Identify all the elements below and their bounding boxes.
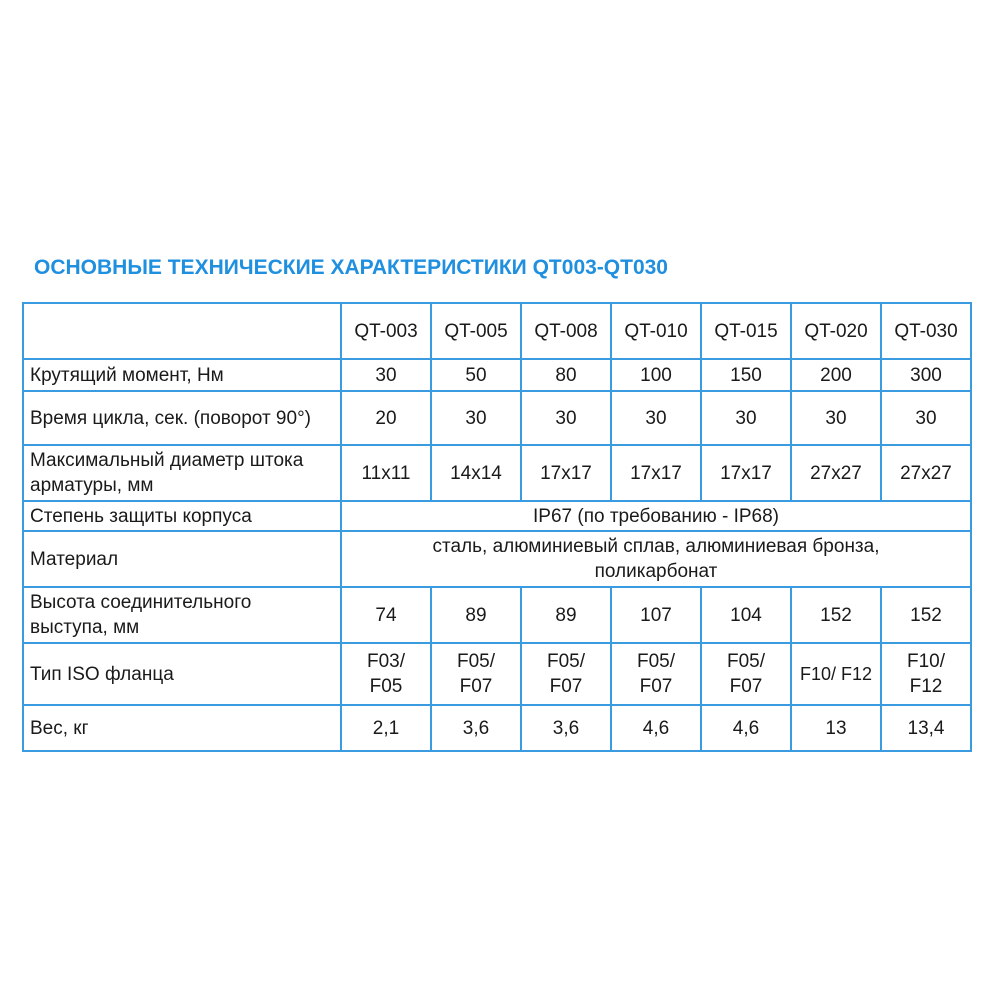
table-row [23, 501, 971, 531]
header-cell: QT-008 [521, 303, 611, 359]
table-cell: 4,6 [701, 705, 791, 751]
table-cell: 27x27 [881, 445, 971, 501]
table-row [23, 359, 971, 391]
table-cell: 4,6 [611, 705, 701, 751]
table-cell: F10/ F12 [791, 643, 881, 705]
table-cell: 300 [881, 359, 971, 391]
table-cell: 30 [341, 359, 431, 391]
table-cell: 17x17 [611, 445, 701, 501]
table-row [23, 643, 971, 705]
table-cell: F10/ F12 [881, 643, 971, 705]
table-cell: сталь, алюминиевый сплав, алюминиевая бронза, поликарбонат [341, 531, 971, 587]
table-cell: 17x17 [521, 445, 611, 501]
spec-table [22, 302, 972, 752]
row-label: Материал [23, 531, 341, 587]
row-label: Максимальный диаметр штока арматуры, мм [23, 445, 341, 501]
table-row [23, 445, 971, 501]
table-cell: 3,6 [431, 705, 521, 751]
table-cell: 74 [341, 587, 431, 643]
table-cell: 107 [611, 587, 701, 643]
row-label: Высота соединительного выступа, мм [23, 587, 341, 643]
table-cell: 2,1 [341, 705, 431, 751]
page-title: ОСНОВНЫЕ ТЕХНИЧЕСКИЕ ХАРАКТЕРИСТИКИ QT003-QT030 [34, 256, 668, 279]
table-row [23, 587, 971, 643]
row-label: Вес, кг [23, 705, 341, 751]
table-cell: 3,6 [521, 705, 611, 751]
table-cell: F05/ F07 [701, 643, 791, 705]
table-cell: 13 [791, 705, 881, 751]
table-header-row [23, 303, 971, 359]
table-cell: F05/ F07 [431, 643, 521, 705]
row-label: Тип ISO фланца [23, 643, 341, 705]
table-cell: 27x27 [791, 445, 881, 501]
header-cell: QT-015 [701, 303, 791, 359]
row-label: Время цикла, сек. (поворот 90°) [23, 391, 341, 445]
table-cell: 100 [611, 359, 701, 391]
header-cell: QT-010 [611, 303, 701, 359]
table-cell: 80 [521, 359, 611, 391]
table-cell: 152 [881, 587, 971, 643]
table-cell: 20 [341, 391, 431, 445]
table-cell: 50 [431, 359, 521, 391]
table-cell: 200 [791, 359, 881, 391]
table-row [23, 531, 971, 587]
table-cell: 150 [701, 359, 791, 391]
table-cell: 17x17 [701, 445, 791, 501]
table-cell: 30 [791, 391, 881, 445]
table-cell: 30 [701, 391, 791, 445]
table-cell: 89 [521, 587, 611, 643]
table-cell: 104 [701, 587, 791, 643]
header-cell: QT-030 [881, 303, 971, 359]
header-cell [23, 303, 341, 359]
table-cell: 11x11 [341, 445, 431, 501]
table-cell: F03/ F05 [341, 643, 431, 705]
header-cell: QT-020 [791, 303, 881, 359]
table-cell: 13,4 [881, 705, 971, 751]
row-label: Крутящий момент, Нм [23, 359, 341, 391]
table-row [23, 391, 971, 445]
table-cell: F05/ F07 [521, 643, 611, 705]
table-cell: 30 [881, 391, 971, 445]
header-cell: QT-003 [341, 303, 431, 359]
table-cell: 14x14 [431, 445, 521, 501]
table-cell: 30 [611, 391, 701, 445]
table-cell: 30 [521, 391, 611, 445]
table-cell: 30 [431, 391, 521, 445]
table-cell: 152 [791, 587, 881, 643]
table-cell: F05/ F07 [611, 643, 701, 705]
row-label: Степень защиты корпуса [23, 501, 341, 531]
table-cell: 89 [431, 587, 521, 643]
table-row [23, 705, 971, 751]
table-cell: IP67 (по требованию - IP68) [341, 501, 971, 531]
header-cell: QT-005 [431, 303, 521, 359]
